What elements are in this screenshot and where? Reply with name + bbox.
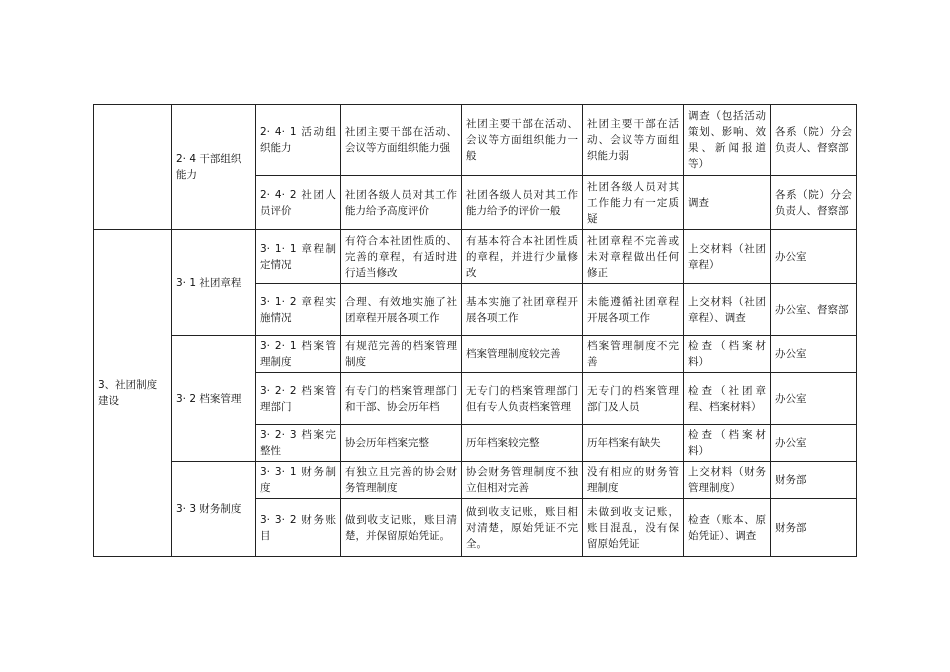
indicator-cell: 3· 3· 2 财务账目 bbox=[256, 499, 341, 557]
method-cell: 检查（账本、原始凭证）、调查 bbox=[684, 499, 771, 557]
indicator-cell: 2· 4· 1 活动组织能力 bbox=[256, 105, 341, 176]
criteria-fair-cell: 无专门的档案管理部门但有专人负责档案管理 bbox=[462, 373, 583, 425]
criteria-fair-cell: 社团主要干部在活动、会议等方面组织能力一般 bbox=[462, 105, 583, 176]
responsible-cell: 办公室、督察部 bbox=[771, 284, 857, 336]
criteria-poor-cell: 社团章程不完善或未对章程做出任何修正 bbox=[583, 230, 684, 284]
indicator-cell: 2· 4· 2 社团人员评价 bbox=[256, 176, 341, 230]
criteria-poor-cell: 无专门的档案管理部门及人员 bbox=[583, 373, 684, 425]
criteria-good-cell: 有符合本社团性质的、完善的章程，有适时进行适当修改 bbox=[341, 230, 462, 284]
method-cell: 检查（档案材料） bbox=[684, 336, 771, 373]
subcategory-cell: 2· 4 干部组织能力 bbox=[172, 105, 256, 230]
criteria-good-cell: 协会历年档案完整 bbox=[341, 425, 462, 462]
criteria-poor-cell: 社团主要干部在活动、会议等方面组织能力弱 bbox=[583, 105, 684, 176]
criteria-fair-cell: 协会财务管理制度不独立但相对完善 bbox=[462, 462, 583, 499]
responsible-cell: 财务部 bbox=[771, 462, 857, 499]
criteria-good-cell: 社团各级人员对其工作能力给予高度评价 bbox=[341, 176, 462, 230]
responsible-cell: 办公室 bbox=[771, 425, 857, 462]
responsible-cell: 财务部 bbox=[771, 499, 857, 557]
subcategory-cell: 3· 1 社团章程 bbox=[172, 230, 256, 336]
method-cell: 调查 bbox=[684, 176, 771, 230]
criteria-good-cell: 有独立且完善的协会财务管理制度 bbox=[341, 462, 462, 499]
criteria-good-cell: 合理、有效地实施了社团章程开展各项工作 bbox=[341, 284, 462, 336]
table-row bbox=[94, 462, 857, 499]
indicator-cell: 3· 1· 2 章程实施情况 bbox=[256, 284, 341, 336]
method-cell: 调查（包括活动策划、影响、效果、新闻报道等） bbox=[684, 105, 771, 176]
criteria-fair-cell: 档案管理制度较完善 bbox=[462, 336, 583, 373]
method-cell: 上交材料（社团章程）、调查 bbox=[684, 284, 771, 336]
criteria-fair-cell: 做到收支记账，账目相对清楚，原始凭证不完全。 bbox=[462, 499, 583, 557]
criteria-poor-cell: 历年档案有缺失 bbox=[583, 425, 684, 462]
method-cell: 上交材料（社团章程） bbox=[684, 230, 771, 284]
responsible-cell: 办公室 bbox=[771, 230, 857, 284]
category-cell bbox=[94, 105, 172, 230]
subcategory-cell: 3· 3 财务制度 bbox=[172, 462, 256, 557]
criteria-poor-cell: 档案管理制度不完善 bbox=[583, 336, 684, 373]
responsible-cell: 各系（院）分会负责人、督察部 bbox=[771, 105, 857, 176]
responsible-cell: 办公室 bbox=[771, 336, 857, 373]
criteria-good-cell: 有规范完善的档案管理制度 bbox=[341, 336, 462, 373]
evaluation-table bbox=[93, 104, 857, 557]
indicator-cell: 3· 2· 3 档案完整性 bbox=[256, 425, 341, 462]
category-cell: 3、社团制度建设 bbox=[94, 230, 172, 557]
table-row bbox=[94, 230, 857, 284]
indicator-cell: 3· 3· 1 财务制度 bbox=[256, 462, 341, 499]
method-cell: 检查（档案材料） bbox=[684, 425, 771, 462]
responsible-cell: 各系（院）分会负责人、督察部 bbox=[771, 176, 857, 230]
table-row bbox=[94, 336, 857, 373]
criteria-good-cell: 有专门的档案管理部门和干部、协会历年档 bbox=[341, 373, 462, 425]
indicator-cell: 3· 2· 2 档案管理部门 bbox=[256, 373, 341, 425]
criteria-fair-cell: 基本实施了社团章程开展各项工作 bbox=[462, 284, 583, 336]
criteria-good-cell: 社团主要干部在活动、会议等方面组织能力强 bbox=[341, 105, 462, 176]
subcategory-cell: 3· 2 档案管理 bbox=[172, 336, 256, 462]
criteria-poor-cell: 未能遵循社团章程开展各项工作 bbox=[583, 284, 684, 336]
responsible-cell: 办公室 bbox=[771, 373, 857, 425]
criteria-poor-cell: 未做到收支记账，账目混乱，没有保留原始凭证 bbox=[583, 499, 684, 557]
method-cell: 上交材料（财务管理制度） bbox=[684, 462, 771, 499]
criteria-fair-cell: 历年档案较完整 bbox=[462, 425, 583, 462]
criteria-poor-cell: 社团各级人员对其工作能力有一定质疑 bbox=[583, 176, 684, 230]
criteria-poor-cell: 没有相应的财务管理制度 bbox=[583, 462, 684, 499]
criteria-fair-cell: 有基本符合本社团性质的章程，并进行少量修改 bbox=[462, 230, 583, 284]
indicator-cell: 3· 2· 1 档案管理制度 bbox=[256, 336, 341, 373]
table-row bbox=[94, 105, 857, 176]
method-cell: 检查（社团章程、档案材料） bbox=[684, 373, 771, 425]
criteria-good-cell: 做到收支记账，账目清楚，并保留原始凭证。 bbox=[341, 499, 462, 557]
criteria-fair-cell: 社团各级人员对其工作能力给予的评价一般 bbox=[462, 176, 583, 230]
indicator-cell: 3· 1· 1 章程制定情况 bbox=[256, 230, 341, 284]
